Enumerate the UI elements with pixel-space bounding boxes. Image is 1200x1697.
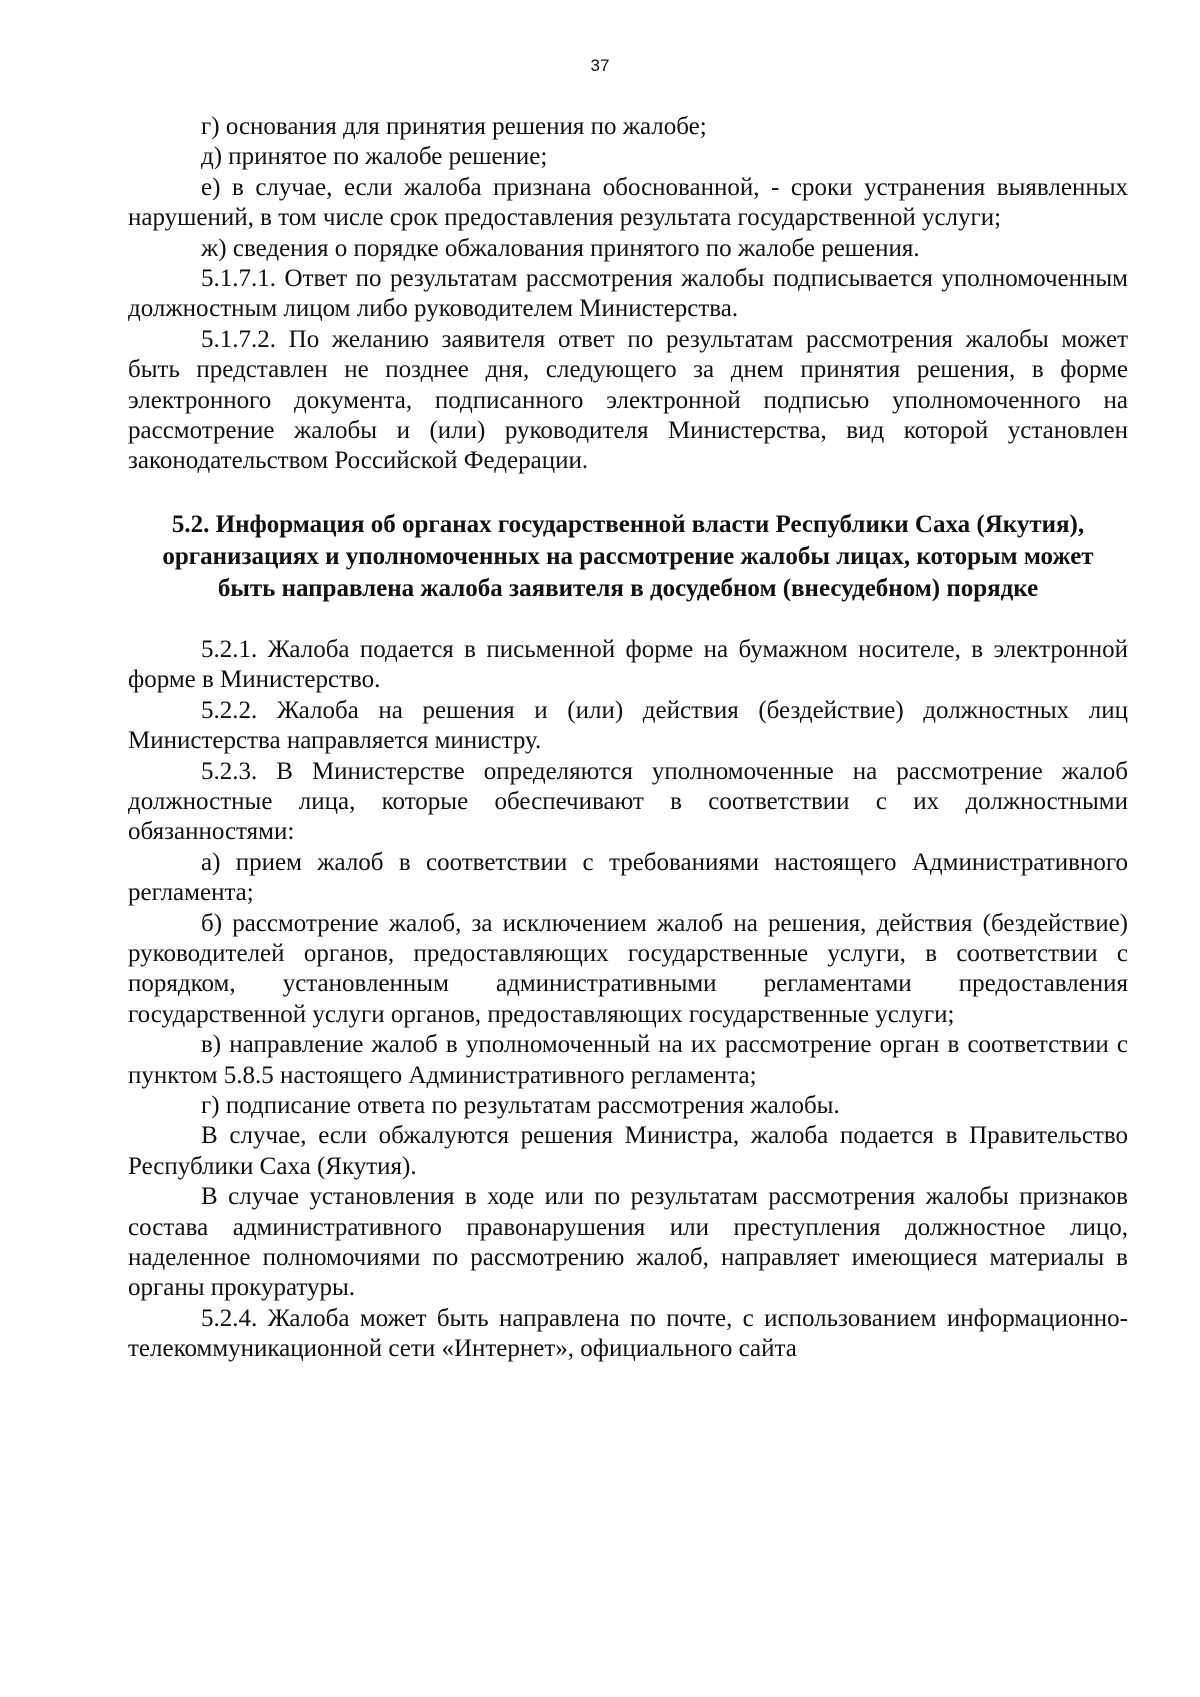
- paragraph-item-g: г) основания для принятия решения по жалобе;: [201, 113, 707, 140]
- paragraph-item-g-2: г) подписание ответа по результатам рассмотрения жалобы.: [201, 1091, 840, 1119]
- paragraph-5-1-7-1: 5.1.7.1. Ответ по результатам рассмотрения жалобы подписывается уполномоченным должностным лицом либо руководителем Министерства.: [128, 265, 1128, 323]
- paragraph-5-2-4: 5.2.4. Жалоба может быть направлена по почте, с использованием информационно-телекоммуникационной сети «Интернет», официального сайта: [128, 1304, 1128, 1363]
- paragraph-item-d: д) принятое по жалобе решение;: [201, 143, 548, 171]
- page-number: 37: [590, 56, 610, 75]
- paragraph-item-v: в) направление жалоб в уполномоченный на их рассмотрение орган в соответствии с пунктом 5.8.5 настоящего Административного регламента;: [128, 1031, 1128, 1089]
- paragraph-item-e: е) в случае, если жалоба признана обоснованной, - сроки устранения выявленных нарушений, в том числе срок предоставления результата государственной услуги;: [128, 173, 1128, 232]
- paragraph-5-2-2: 5.2.2. Жалоба на решения и (или) действия (бездействие) должностных лиц Министерства направляется министру.: [128, 696, 1128, 755]
- paragraph-item-zh: ж) сведения о порядке обжалования принятого по жалобе решения.: [201, 234, 920, 262]
- paragraph-minister-appeal: В случае, если обжалуются решения Министра, жалоба подается в Правительство Республики Саха (Якутия).: [128, 1122, 1128, 1180]
- paragraph-5-2-3: 5.2.3. В Министерстве определяются уполномоченные на рассмотрение жалоб должностные лица, которые обеспечивают в соответствии с их должностными обязанностями:: [128, 757, 1128, 846]
- paragraph-prosecution: В случае установления в ходе или по результатам рассмотрения жалобы признаков состава административного правонарушения или преступления должностное лицо, наделенное полномочиями по рассмотрению жалоб, направляет имеющиеся материалы в органы прокуратуры.: [128, 1183, 1128, 1302]
- paragraph-item-a: а) прием жалоб в соответствии с требованиями настоящего Административного регламента;: [128, 848, 1128, 907]
- paragraph-5-2-1: 5.2.1. Жалоба подается в письменной форме на бумажном носителе, в электронной форме в Министерство.: [128, 635, 1128, 694]
- section-heading-5-2: 5.2. Информация об органах государственной власти Республики Саха (Якутия), организациях и уполномоченных на рассмотрение жалобы лицах, которым может быть направлена жалоба заявителя в досудебном (внесудебном) порядке: [162, 510, 1094, 602]
- document-body: [128, 112, 1128, 1365]
- paragraph-item-b: б) рассмотрение жалоб, за исключением жалоб на решения, действия (бездействие) руководителей органов, предоставляющих государственные услуги, в соответствии с порядком, установленным административными регламентами предоставления государственной услуги органов, предоставляющих государственные услуги;: [128, 909, 1128, 1028]
- paragraph-5-1-7-2: 5.1.7.2. По желанию заявителя ответ по результатам рассмотрения жалобы может быть представлен не позднее дня, следующего за днем принятия решения, в форме электронного документа, подписанного электронной подписью уполномоченного на рассмотрение жалобы и (или) руководителя Министерства, вид которой установлен законодательством Российской Федерации.: [128, 325, 1128, 475]
